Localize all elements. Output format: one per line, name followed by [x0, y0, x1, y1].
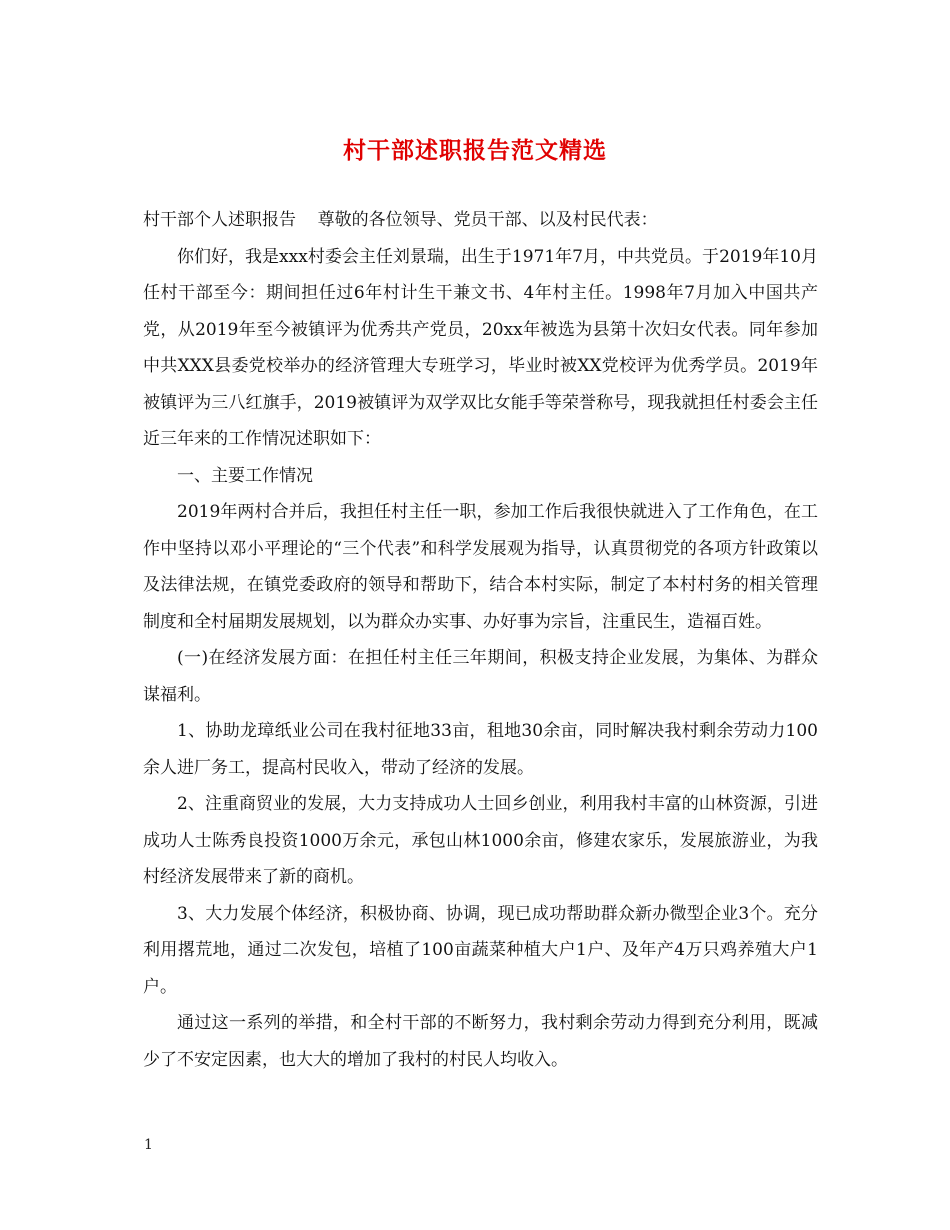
paragraph-summary: 通过这一系列的举措，和全村干部的不断努力，我村剩余劳动力得到充分利用，既减少了不安定因素，也大大的增加了我村的村民人均收入。 — [143, 1013, 818, 1070]
paragraph-introduction: 你们好，我是xxx村委会主任刘景瑞，出生于1971年7月，中共党员。于2019年10月任村干部至今：期间担任过6年村计生干兼文书、4年村主任。1998年7月加入中国共产党，从2019年至今被镇评为优秀共产党员，20xx年被选为县第十次妇女代表。同年参加中共XXX县委党校举办的经济管理大专班学习，毕业时被XX党校评为优秀学员。2019年被镇评为三八红旗手，2019被镇评为双学双比女能手等荣誉称号，现我就担任村委会主任近三年来的工作情况述职如下： — [143, 246, 818, 449]
page-number: 1 — [144, 1137, 153, 1153]
paragraph-main-work: 2019年两村合并后，我担任村主任一职，参加工作后我很快就进入了工作角色，在工作中坚持以邓小平理论的“三个代表”和科学发展观为指导，认真贯彻党的各项方针政策以及法律法规，在镇党委政府的领导和帮助下，结合本村实际，制定了本村村务的相关管理制度和全村届期发展规划，以为群众办实事、办好事为宗旨，注重民生，造福百姓。 — [143, 502, 818, 632]
list-item-3: 3、大力发展个体经济，积极协商、协调，现已成功帮助群众新办微型企业3个。充分利用撂荒地，通过二次发包，培植了100亩蔬菜种植大户1户、及年产4万只鸡养殖大户1户。 — [143, 903, 818, 997]
section-heading-main-work: 一、主要工作情况 — [177, 465, 313, 486]
document-title: 村干部述职报告范文精选 — [343, 137, 607, 164]
list-item-1: 1、协助龙璋纸业公司在我村征地33亩，租地30余亩，同时解决我村剩余劳动力100余人进厂务工，提高村民收入，带动了经济的发展。 — [143, 721, 818, 778]
list-item-2: 2、注重商贸业的发展，大力支持成功人士回乡创业，利用我村丰富的山林资源，引进成功人士陈秀良投资1000万余元，承包山林1000余亩，修建农家乐，发展旅游业，为我村经济发展带来了新的商机。 — [143, 794, 818, 887]
paragraph-opening: 村干部个人述职报告 尊敬的各位领导、党员干部、以及村民代表： — [143, 210, 658, 230]
paragraph-economic-development: (一)在经济发展方面：在担任村主任三年期间，积极支持企业发展，为集体、为群众谋福利。 — [143, 648, 818, 705]
document-body — [143, 202, 818, 1078]
